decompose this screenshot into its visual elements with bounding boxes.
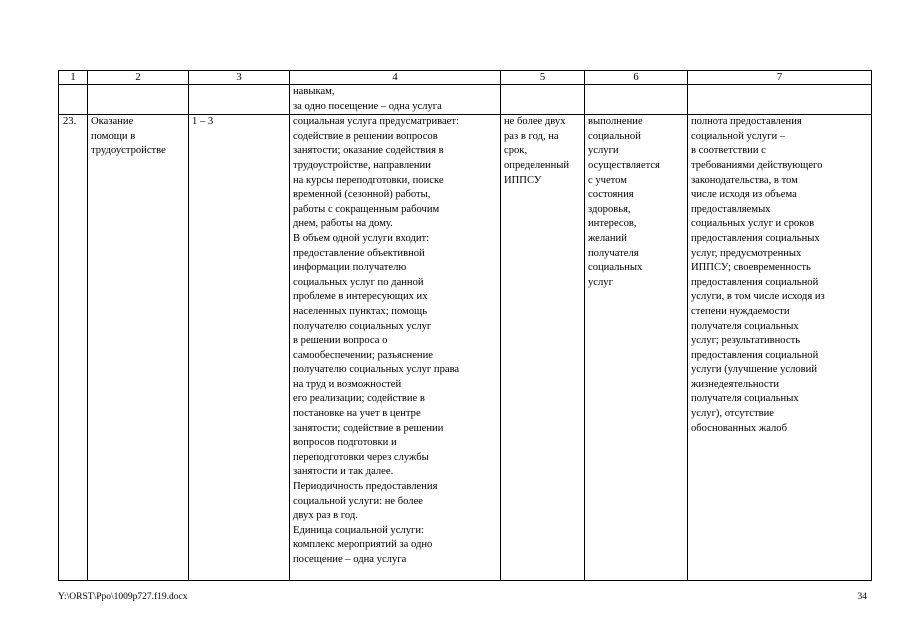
text-line: социальных: [588, 262, 643, 274]
text-line: социальных услуг по данной: [293, 276, 424, 288]
text-line: постановке на учет в центре: [293, 408, 421, 420]
text-line: социальной: [588, 130, 641, 142]
text-line: самообеспечении; разъяснение: [293, 349, 433, 361]
text-line: населенных пунктах; помощь: [293, 305, 428, 317]
cell-service-name: [88, 85, 189, 115]
cell-term: [501, 85, 585, 115]
cell-quality: [688, 115, 872, 581]
header-cell: 3: [189, 71, 290, 85]
text-line: В объем одной услуги входит:: [293, 232, 430, 244]
text-line: полнота предоставления: [691, 116, 802, 128]
text-line: получателя социальных: [691, 320, 799, 332]
cell-quality: [688, 85, 872, 115]
text-line: занятости; содействие в решении: [293, 422, 444, 434]
text-line: жизнедеятельности: [691, 378, 780, 390]
text-line: Периодичность предоставления: [293, 481, 438, 493]
header-cell: 6: [585, 71, 688, 85]
text-line: проблеме в интересующих их: [293, 291, 428, 303]
text-line: с учетом: [588, 174, 627, 186]
services-table: [58, 70, 872, 581]
text-line: предоставления социальной: [691, 349, 819, 361]
text-line: получателю социальных услуг права: [293, 364, 460, 376]
cell-service-name: [88, 115, 189, 581]
text-line: за одно посещение – одна услуга: [293, 100, 442, 112]
table-row: [59, 85, 872, 115]
table-row: [59, 115, 872, 581]
header-row: [59, 71, 872, 85]
text-line: предоставляемых: [691, 203, 771, 215]
text-line: обоснованных жалоб: [691, 422, 787, 434]
text-line: трудоустройстве, направлении: [293, 159, 431, 171]
text-line: определенный: [504, 159, 570, 171]
text-line: требованиями действующего: [691, 159, 823, 171]
text-line: Оказание: [91, 116, 134, 128]
footer-page-number: 34: [857, 592, 867, 602]
text-line: трудоустройстве: [91, 145, 166, 157]
footer-file-path: Y:\ORST\Ppo\1009p727.f19.docx: [58, 592, 188, 602]
text-line: услуг), отсутствие: [691, 408, 774, 420]
text-line: вопросов подготовки и: [293, 437, 397, 449]
cell-conditions: [585, 85, 688, 115]
text-line: предоставление объективной: [293, 247, 425, 259]
text-line: в соответствии с: [691, 145, 766, 157]
cell-conditions: [585, 115, 688, 581]
header-cell: 2: [88, 71, 189, 85]
text-line: работы с сокращенным рабочим: [293, 203, 440, 215]
text-line: содействие в решении вопросов: [293, 130, 438, 142]
text-line: двух раз в год.: [293, 510, 358, 522]
text-line: услуг, предусмотренных: [691, 247, 802, 259]
text-line: услуги, в том числе исходя из: [691, 291, 825, 303]
text-line: числе исходя из объема: [691, 189, 797, 201]
cell-code: [189, 85, 290, 115]
text-line: занятости; оказание содействия в: [293, 145, 444, 157]
text-line: на труд и возможностей: [293, 378, 402, 390]
text-line: осуществляется: [588, 159, 660, 171]
text-line: помощи в: [91, 130, 136, 142]
text-line: социальной услуги –: [691, 130, 786, 142]
text-line: его реализации; содействие в: [293, 393, 425, 405]
cell-number: [59, 85, 88, 115]
text-line: срок,: [504, 145, 528, 157]
text-line: занятости и так далее.: [293, 466, 394, 478]
text-line: раз в год, на: [504, 130, 559, 142]
text-line: на курсы переподготовки, поиске: [293, 174, 444, 186]
text-line: услуг: [588, 276, 613, 288]
text-line: желаний: [588, 232, 627, 244]
text-line: временной (сезонной) работы,: [293, 189, 431, 201]
text-line: Единица социальной услуги:: [293, 524, 424, 536]
text-line: услуг; результативность: [691, 335, 801, 347]
text-line: переподготовки через службы: [293, 451, 429, 463]
cell-description: [290, 115, 501, 581]
text-line: степени нуждаемости: [691, 305, 790, 317]
cell-description: [290, 85, 501, 115]
text-line: ИППСУ: [504, 174, 542, 186]
header-cell: 1: [59, 71, 88, 85]
text-line: получателю социальных услуг: [293, 320, 432, 332]
text-line: информации получателю: [293, 262, 407, 274]
text-line: услуги: [588, 145, 619, 157]
text-line: получателя социальных: [691, 393, 799, 405]
text-line: социальной услуги: не более: [293, 495, 423, 507]
text-line: интересов,: [588, 218, 637, 230]
header-cell: 7: [688, 71, 872, 85]
text-line: выполнение: [588, 116, 643, 128]
text-line: ИППСУ; своевременность: [691, 262, 811, 274]
text-line: предоставления социальной: [691, 276, 819, 288]
text-line: в решении вопроса о: [293, 335, 388, 347]
text-line: не более двух: [504, 116, 566, 128]
text-line: получателя: [588, 247, 639, 259]
text-line: социальная услуга предусматривает:: [293, 116, 459, 128]
text-line: предоставления социальных: [691, 232, 820, 244]
cell-number: 23.: [59, 115, 88, 581]
text-line: состояния: [588, 189, 634, 201]
text-line: услуги (улучшение условий: [691, 364, 817, 376]
header-cell: 4: [290, 71, 501, 85]
text-line: днем, работы на дому.: [293, 218, 393, 230]
header-cell: 5: [501, 71, 585, 85]
text-line: социальных услуг и сроков: [691, 218, 815, 230]
text-line: законодательства, в том: [691, 174, 798, 186]
cell-code: 1 – 3: [189, 115, 290, 581]
cell-term: [501, 115, 585, 581]
text-line: комплекс мероприятий за одно: [293, 539, 433, 551]
text-line: посещение – одна услуга: [293, 554, 407, 565]
text-line: здоровья,: [588, 203, 631, 215]
text-line: навыкам,: [293, 86, 335, 97]
